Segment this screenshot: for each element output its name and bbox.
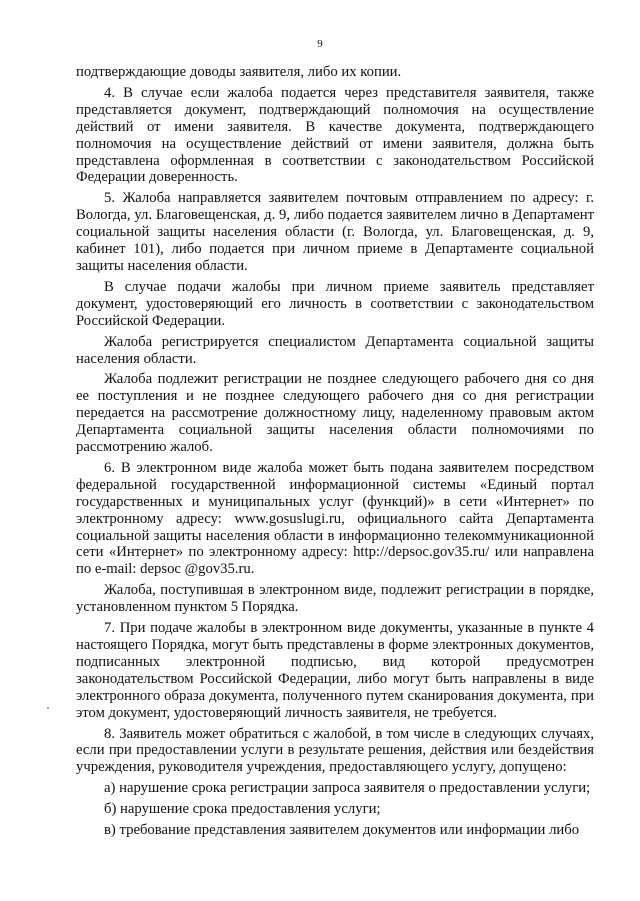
document-body [76, 64, 594, 843]
list-item-b: б) нарушение срока предоставления услуги; [104, 801, 381, 818]
paragraph-registration: Жалоба регистрируется специалистом Департамента социальной защиты населения области. [76, 333, 594, 367]
paragraph-personal-reception: В случае подачи жалобы при личном приеме заявитель представляет документ, удостоверяющий его личность в соответствии с законодательством Российской Федерации. [76, 278, 594, 329]
page-number: 9 [317, 38, 323, 50]
paragraph-continuation: подтверждающие доводы заявителя, либо их копии. [76, 64, 402, 80]
scan-speck [47, 707, 49, 709]
paragraph-item-7: 7. При подаче жалобы в электронном виде документы, указанные в пункте 4 настоящего Порядка, могут быть представлены в форме электронных документов, подписанных электронной подписью, вид которой предусмотрен законодательством Российской Федерации, либо могут быть направлены в виде электронного образа документа, полученного путем сканирования документа, при этом документ, удостоверяющий личность заявителя, не требуется. [76, 620, 594, 721]
paragraph-item-4: 4. В случае если жалоба подается через представителя заявителя, также представляется документ, подтверждающий полномочия на осуществление действий от имени заявителя. В качестве документа, подтверждающего полномочия на осуществление действий от имени заявителя, должна быть представлена оформленная в соответствии с законодательством Российской Федерации доверенность. [76, 84, 594, 186]
list-item-v: в) требование представления заявителем документов или информации либо [104, 822, 580, 839]
list-item-a: а) нарушение срока регистрации запроса заявителя о предоставлении услуги; [104, 780, 591, 797]
paragraph-item-6: 6. В электронном виде жалоба может быть подана заявителем посредством федеральной государственной информационной системы «Единый портал государственных и муниципальных услуг (функций)» в сети «Интернет» по электронному адресу: www.gosuslugi.ru, официального сайта Департамента социальной защиты населения области в информационно телекоммуникационной сети «Интернет» по электронному адресу: http://depsoc.gov35.ru/ или направлена по e-mail: depsoc @gov35.ru. [76, 459, 594, 578]
paragraph-registration-deadline: Жалоба подлежит регистрации не позднее следующего рабочего дня со дня ее поступления и не позднее следующего рабочего дня со дня регистрации передается на рассмотрение должностному лицу, наделенному правовым актом Департамента социальной защиты населения области полномочиями по рассмотрению жалоб. [76, 371, 594, 456]
paragraph-item-5: 5. Жалоба направляется заявителем почтовым отправлением по адресу: г. Вологда, ул. Благовещенская, д. 9, либо подается заявителем лично в Департамент социальной защиты населения области (г. Вологда, ул. Благовещенская, д. 9, кабинет 101), либо подается при личном приеме в Департаменте социальной защиты населения области. [76, 190, 594, 274]
paragraph-item-8: 8. Заявитель может обратиться с жалобой, в том числе в следующих случаях, если при предоставлении услуги в результате решения, действия или бездействия учреждения, руководителя учреждения, предоставляющего услугу, допущено: [76, 725, 594, 776]
paragraph-electronic-registration: Жалоба, поступившая в электронном виде, подлежит регистрации в порядке, установленном пунктом 5 Порядка. [76, 582, 594, 616]
